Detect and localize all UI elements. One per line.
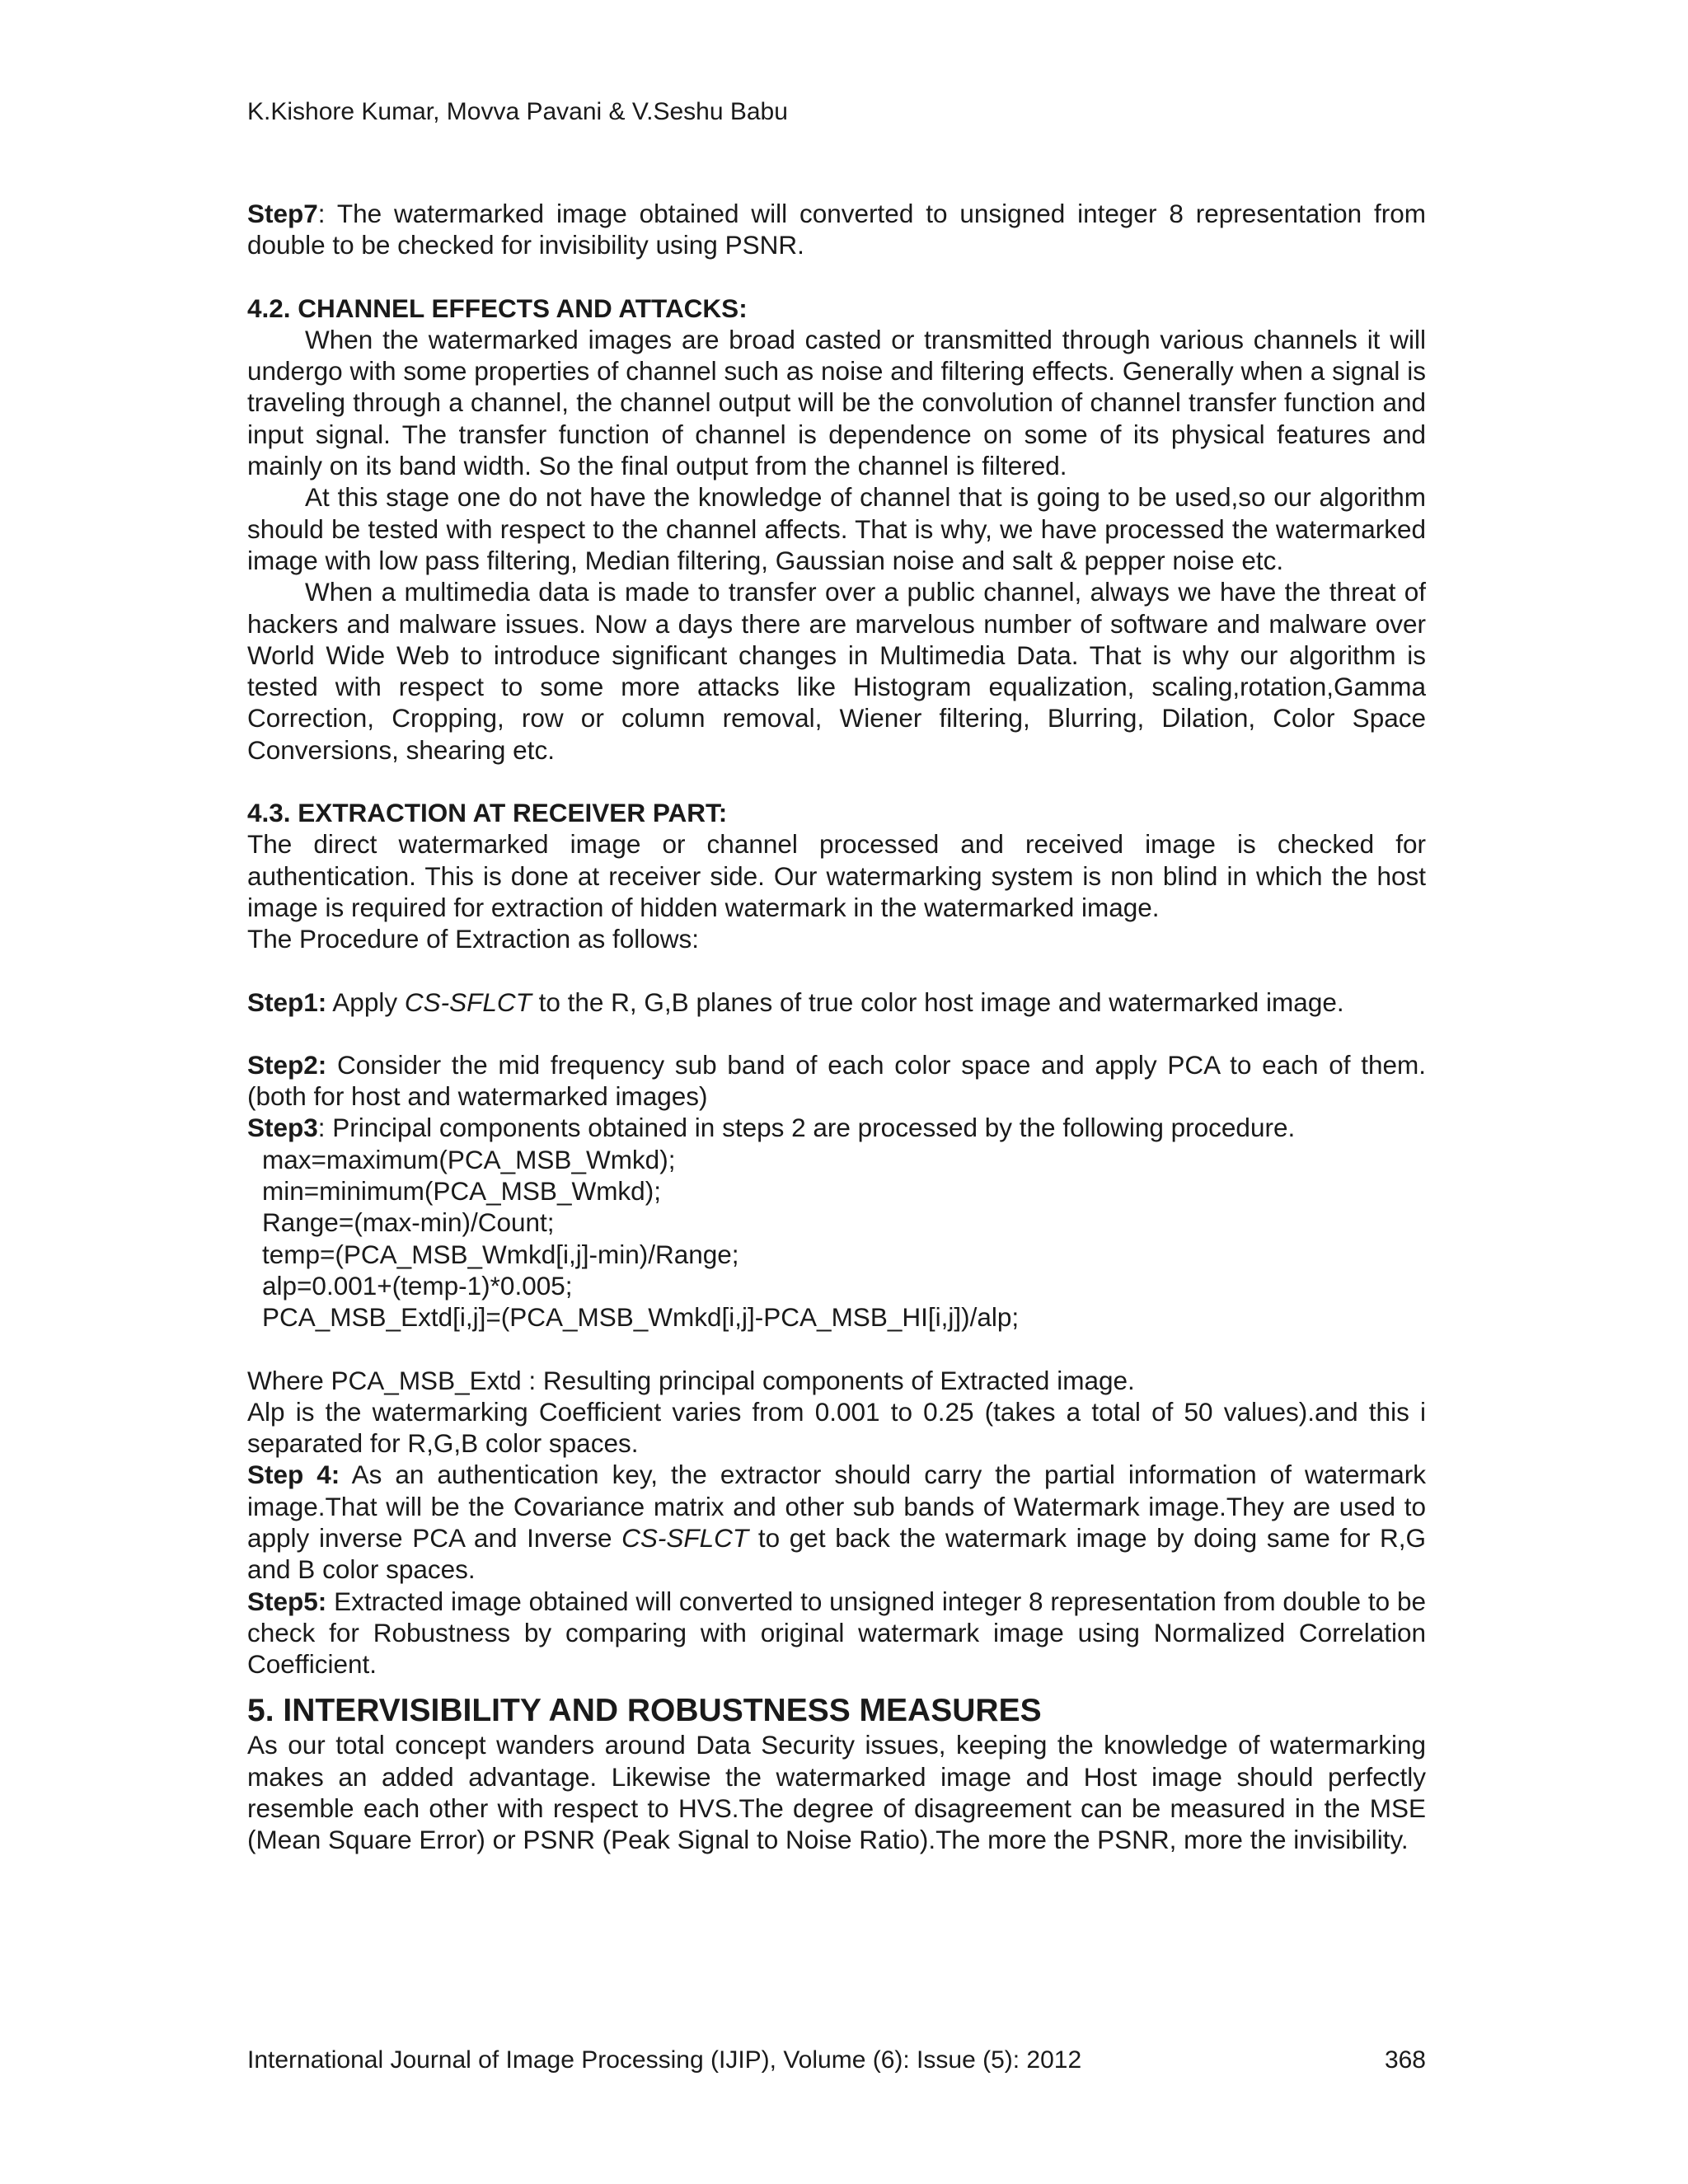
step1-transform-name: CS-SFLCT — [404, 987, 532, 1017]
section-4-3-heading: 4.3. EXTRACTION AT RECEIVER PART: — [247, 798, 728, 828]
section-4-2-heading: 4.2. CHANNEL EFFECTS AND ATTACKS: — [247, 293, 748, 323]
section-4-2-paragraph-3: When a multimedia data is made to transfer over a public channel, always we have the threat of hackers and malware issues. Now a days there are marvelous number of software and malware over World Wide Web to introduce significant changes in Multimedia Data. That is why our algorithm is tested with respect to some more attacks like Histogram equalization, scaling,rotation,Gamma Correction, Cropping, row or column removal, Wiener filtering, Blurring, Dilation, Color Space Conversions, shearing etc. — [247, 577, 1426, 765]
page-body — [247, 198, 1426, 1856]
step5-label: Step5: — [247, 1586, 327, 1616]
extraction-step1: Step1: Apply CS-SFLCT to the R, G,B planes of true color host image and watermarked image. — [247, 987, 1344, 1017]
step4-label: Step 4: — [247, 1460, 340, 1490]
extraction-step3: Step3: Principal components obtained in steps 2 are processed by the following procedure. — [247, 1113, 1296, 1143]
procedure-code-line-6: PCA_MSB_Extd[i,j]=(PCA_MSB_Wmkd[i,j]-PCA_MSB_HI[i,j])/alp; — [262, 1302, 1020, 1333]
procedure-code-line-1: max=maximum(PCA_MSB_Wmkd); — [262, 1144, 676, 1174]
section-4-2-paragraph-2: At this stage one do not have the knowledge of channel that is going to be used,so our algorithm should be tested with respect to the channel affects. That is why, we have processed the watermarked image with low pass filtering, Median filtering, Gaussian noise and salt & pepper noise etc. — [247, 482, 1426, 575]
section-4-3-intro: The direct watermarked image or channel processed and received image is checked for authentication. This is done at receiver side. Our watermarking system is non blind in which the host image is required for extraction of hidden watermark in the watermarked image. — [247, 829, 1426, 922]
procedure-code-line-3: Range=(max-min)/Count; — [262, 1207, 555, 1238]
extraction-step2: Step2: Consider the mid frequency sub band of each color space and apply PCA to each of them.(both for host and watermarked images) — [247, 1049, 1426, 1112]
section-5-paragraph: As our total concept wanders around Data Security issues, keeping the knowledge of watermarking makes an added advantage. Likewise the watermarked image and Host image should perfectly resemble each other with respect to HVS.The degree of disagreement can be measured in the MSE (Mean Square Error) or PSNR (Peak Signal to Noise Ratio).The more the PSNR, more the invisibility. — [247, 1730, 1426, 1855]
procedure-code-line-5: alp=0.001+(temp-1)*0.005; — [262, 1270, 573, 1301]
step7-label: Step7 — [247, 199, 318, 228]
where-definition: Where PCA_MSB_Extd : Resulting principal components of Extracted image. — [247, 1365, 1135, 1395]
procedure-code-line-2: min=minimum(PCA_MSB_Wmkd); — [262, 1176, 661, 1207]
running-header-authors: K.Kishore Kumar, Movva Pavani & V.Seshu Babu — [247, 98, 788, 125]
section-5-heading: 5. INTERVISIBILITY AND ROBUSTNESS MEASURES — [247, 1693, 1042, 1729]
footer-journal-citation: International Journal of Image Processing (IJIP), Volume (6): Issue (5): 2012 — [247, 2046, 1082, 2074]
page-footer — [247, 2046, 1426, 2075]
step4-transform-name: CS-SFLCT — [621, 1522, 749, 1553]
step1-label: Step1: — [247, 987, 327, 1017]
extraction-procedure-line: The Procedure of Extraction as follows: — [247, 924, 700, 954]
footer-page-number: 368 — [1384, 2046, 1426, 2074]
step7-paragraph — [247, 198, 1426, 261]
step3-label: Step3 — [247, 1113, 318, 1143]
extraction-step5: Step5: Extracted image obtained will converted to unsigned integer 8 representation from double to be check for Robustness by comparing with original watermark image using Normalized Correlation Coefficient. — [247, 1586, 1426, 1680]
alp-definition: Alp is the watermarking Coefficient varies from 0.001 to 0.25 (takes a total of 50 values).and this i separated for R,G,B color spaces. — [247, 1396, 1426, 1459]
section-4-2-paragraph-1: When the watermarked images are broad casted or transmitted through various channels it will undergo with some properties of channel such as noise and filtering effects. Generally when a signal is traveling through a channel, the channel output will be the convolution of channel transfer function and input signal. The transfer function of channel is dependence on some of its physical features and mainly on its band width. So the final output from the channel is filtered. — [247, 324, 1426, 481]
procedure-code-line-4: temp=(PCA_MSB_Wmkd[i,j]-min)/Range; — [262, 1239, 739, 1269]
step2-label: Step2: — [247, 1049, 327, 1080]
step7-text: : The watermarked image obtained will converted to unsigned integer 8 representation from double to be checked for invisibility using PSNR. — [247, 199, 1426, 260]
extraction-step4: Step 4: As an authentication key, the extractor should carry the partial information of watermark image.That will be the Covariance matrix and other sub bands of Watermark image.They are used to apply inverse PCA and Inverse CS-SFLCT to get back the watermark image by doing same for R,G and B color spaces. — [247, 1460, 1427, 1585]
